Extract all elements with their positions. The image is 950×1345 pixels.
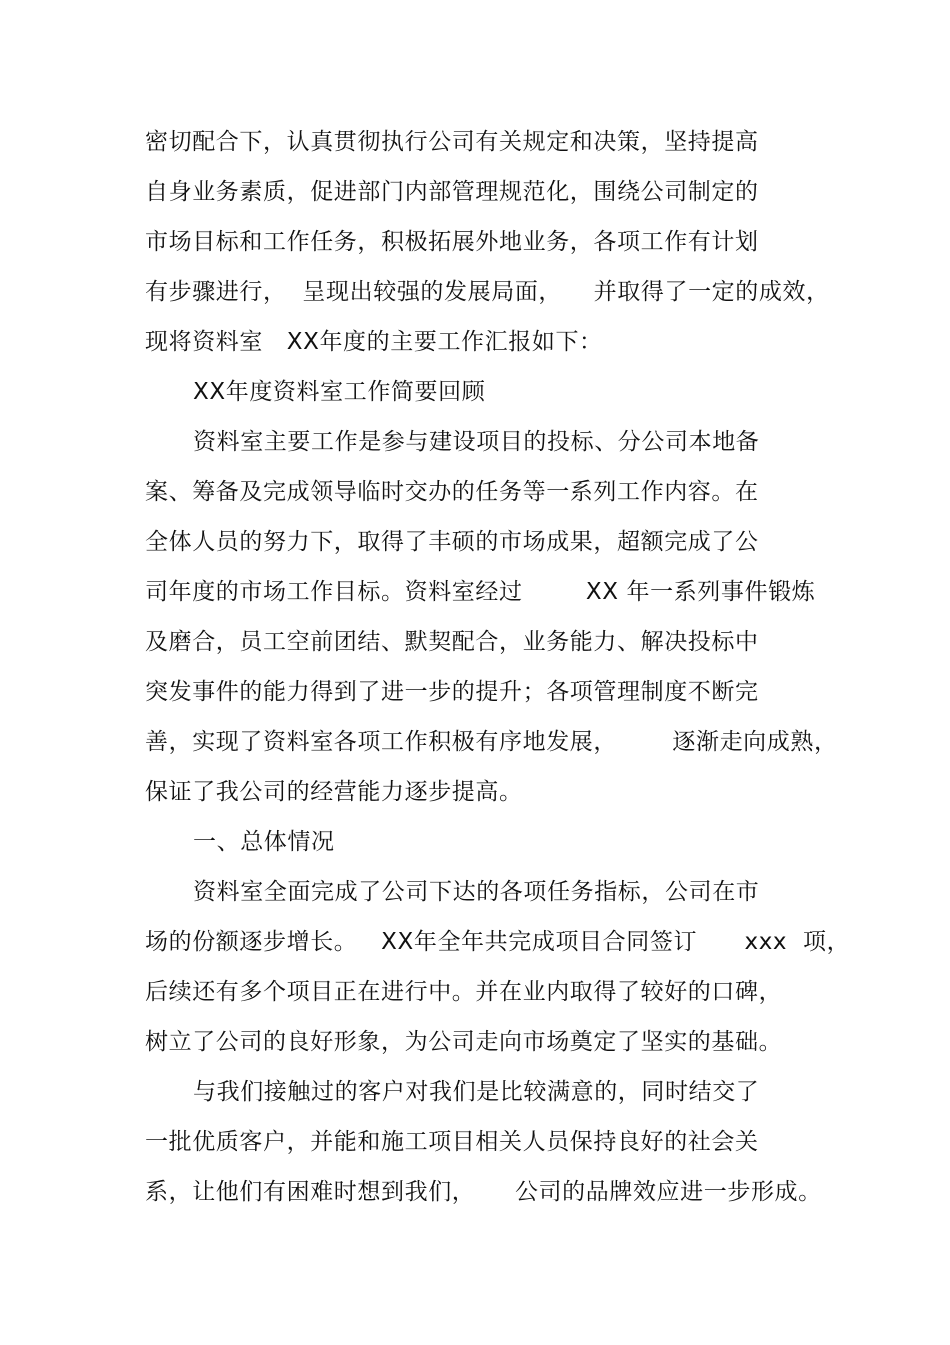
body-text-line: 树立了公司的良好形象，为公司走向市场奠定了坚实的基础。	[145, 1029, 783, 1055]
body-text-line: 及磨合，员工空前团结、默契配合，业务能力、解决投标中	[145, 629, 759, 655]
section-heading: 一、总体情况	[193, 829, 335, 855]
section-heading: XX年度资料室工作简要回顾	[193, 379, 486, 405]
body-text-line: 善，实现了资料室各项工作积极有序地发展， 逐渐走向成熟，	[145, 729, 838, 755]
paragraph-first-line: 资料室全面完成了公司下达的各项任务指标，公司在市	[193, 879, 760, 905]
body-text-line: 一批优质客户，并能和施工项目相关人员保持良好的社会关	[145, 1129, 759, 1155]
body-text-line: 密切配合下，认真贯彻执行公司有关规定和决策，坚持提高	[145, 129, 759, 155]
body-text-line: 现将资料室 XX年度的主要工作汇报如下：	[145, 329, 603, 355]
body-text-line: 场的份额逐步增长。 XX年全年共完成项目合同签订 xxx 项，	[145, 929, 851, 955]
body-text-line: 案、筹备及完成领导临时交办的任务等一系列工作内容。在	[145, 479, 759, 505]
body-text-line: 司年度的市场工作目标。资料室经过 XX 年一系列事件锻炼	[145, 579, 816, 605]
paragraph-first-line: 资料室主要工作是参与建设项目的投标、分公司本地备	[193, 429, 760, 455]
body-text-line: 自身业务素质，促进部门内部管理规范化，围绕公司制定的	[145, 179, 759, 205]
body-text-line: 系，让他们有困难时想到我们， 公司的品牌效应进一步形成。	[145, 1179, 822, 1205]
body-text-line: 保证了我公司的经营能力逐步提高。	[145, 779, 523, 805]
body-text-line: 后续还有多个项目正在进行中。并在业内取得了较好的口碑，	[145, 979, 783, 1005]
body-text-line: 市场目标和工作任务，积极拓展外地业务，各项工作有计划	[145, 229, 759, 255]
body-text-line: 突发事件的能力得到了进一步的提升；各项管理制度不断完	[145, 679, 759, 705]
body-text-line: 全体人员的努力下，取得了丰硕的市场成果，超额完成了公	[145, 529, 759, 555]
body-text-line: 有步骤进行， 呈现出较强的发展局面， 并取得了一定的成效，	[145, 279, 830, 305]
paragraph-first-line: 与我们接触过的客户对我们是比较满意的，同时结交了	[193, 1079, 760, 1105]
